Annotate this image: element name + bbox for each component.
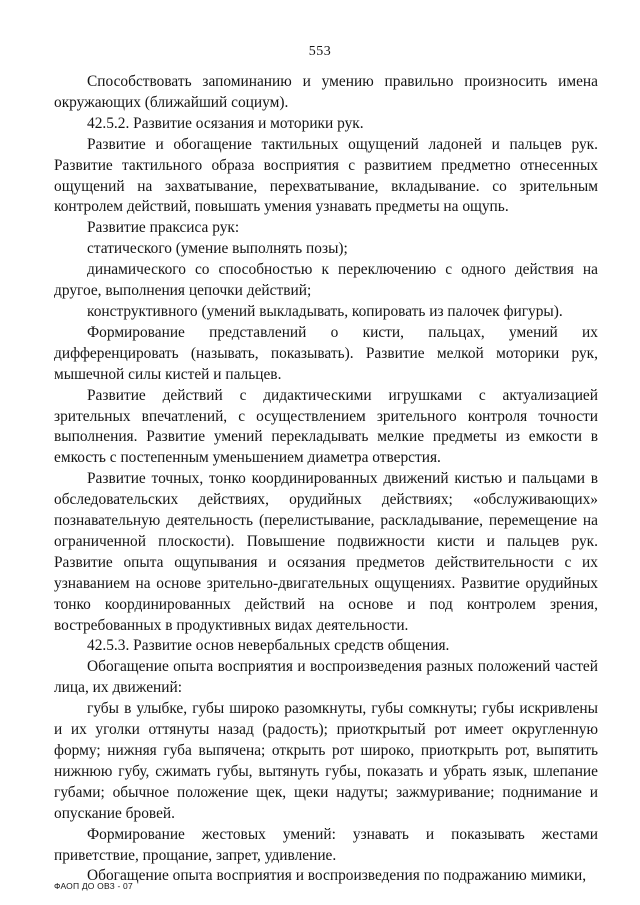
section-heading-42-5-3: 42.5.3. Развитие основ невербальных средств общения. [87, 637, 450, 655]
paragraph-face-perception: Обогащение опыта восприятия и воспроизведения разных положений частей лица, их движений: [54, 658, 598, 697]
paragraph-lips-movements: губы в улыбке, губы широко разомкнуты, губы сомкнуты; губы искривлены и их уголки оттянуты назад (радость); приоткрытый рот имеет округленную форму; нижняя губа выпячена; открыть рот широко, приоткрыть рот, выпятить нижнюю губу, сжимать губы, вытянуть губы, показать и убрать язык, шлепание губами; обычное положение щек, щеки надуты; зажмуривание; поднимание и опускание бровей. [54, 700, 598, 822]
paragraph-praxis-dynamic: динамического со способностью к переключению с одного действия на другое, выполнения цепочки действий; [54, 261, 598, 300]
paragraph-praxis-heading: Развитие праксиса рук: [87, 219, 240, 237]
paragraph-tactile-development: Развитие и обогащение тактильных ощущений ладоней и пальцев рук. Развитие тактильного образа восприятия с развитием предметно отнесенных ощущений на захватывание, перехватывание, вкладывание. со зрительным контролем действий, повышать умения узнавать предметы на ощупь. [54, 135, 598, 216]
paragraph-memorize-names: Способствовать запоминанию и умению правильно произносить имена окружающих (ближайший социум). [54, 73, 598, 111]
paragraph-praxis-constructive: конструктивного (умений выкладывать, копировать из палочек фигуры). [87, 302, 563, 320]
section-heading-42-5-2: 42.5.2. Развитие осязания и моторики рук. [87, 114, 364, 132]
paragraph-mimicry: Обогащение опыта восприятия и воспроизведения по подражанию мимики, [87, 867, 587, 885]
paragraph-gesture-skills: Формирование жестовых умений: узнавать и показывать жестами приветствие, прощание, запрет, удивление. [54, 825, 598, 864]
paragraph-didactic-toys: Развитие действий с дидактическими игрушками с актуализацией зрительных впечатлений, с осуществлением зрительного контроля точности выполнения. Развитие умений перекладывать мелкие предметы из емкости в емкость с постепенным уменьшением диаметра отверстия. [54, 386, 598, 467]
paragraph-praxis-static: статического (умение выполнять позы); [87, 240, 348, 258]
document-code-footer: ФАОП ДО ОВЗ - 07 [54, 881, 133, 891]
page-number: 553 [308, 44, 332, 59]
document-body [54, 72, 598, 887]
paragraph-precise-movements: Развитие точных, тонко координированных движений кистью и пальцами в обследовательских действиях, орудийных действиях; «обслуживающих» познавательную деятельность (перелистывание, раскладывание, перемещение на ограниченной плоскости). Повышение подвижности кисти и пальцев рук. Развитие опыта ощупывания и осязания предметов действительности с их узнаванием на основе зрительно-двигательных ощущениях. Развитие орудийных тонко координированных действий на основе и под контролем зрения, востребованных в продуктивных видах деятельности. [54, 470, 598, 634]
paragraph-hand-representations: Формирование представлений о кисти, пальцах, умений их дифференцировать (называть, показывать). Развитие мелкой моторики рук, мышечной силы кистей и пальцев. [54, 323, 598, 383]
